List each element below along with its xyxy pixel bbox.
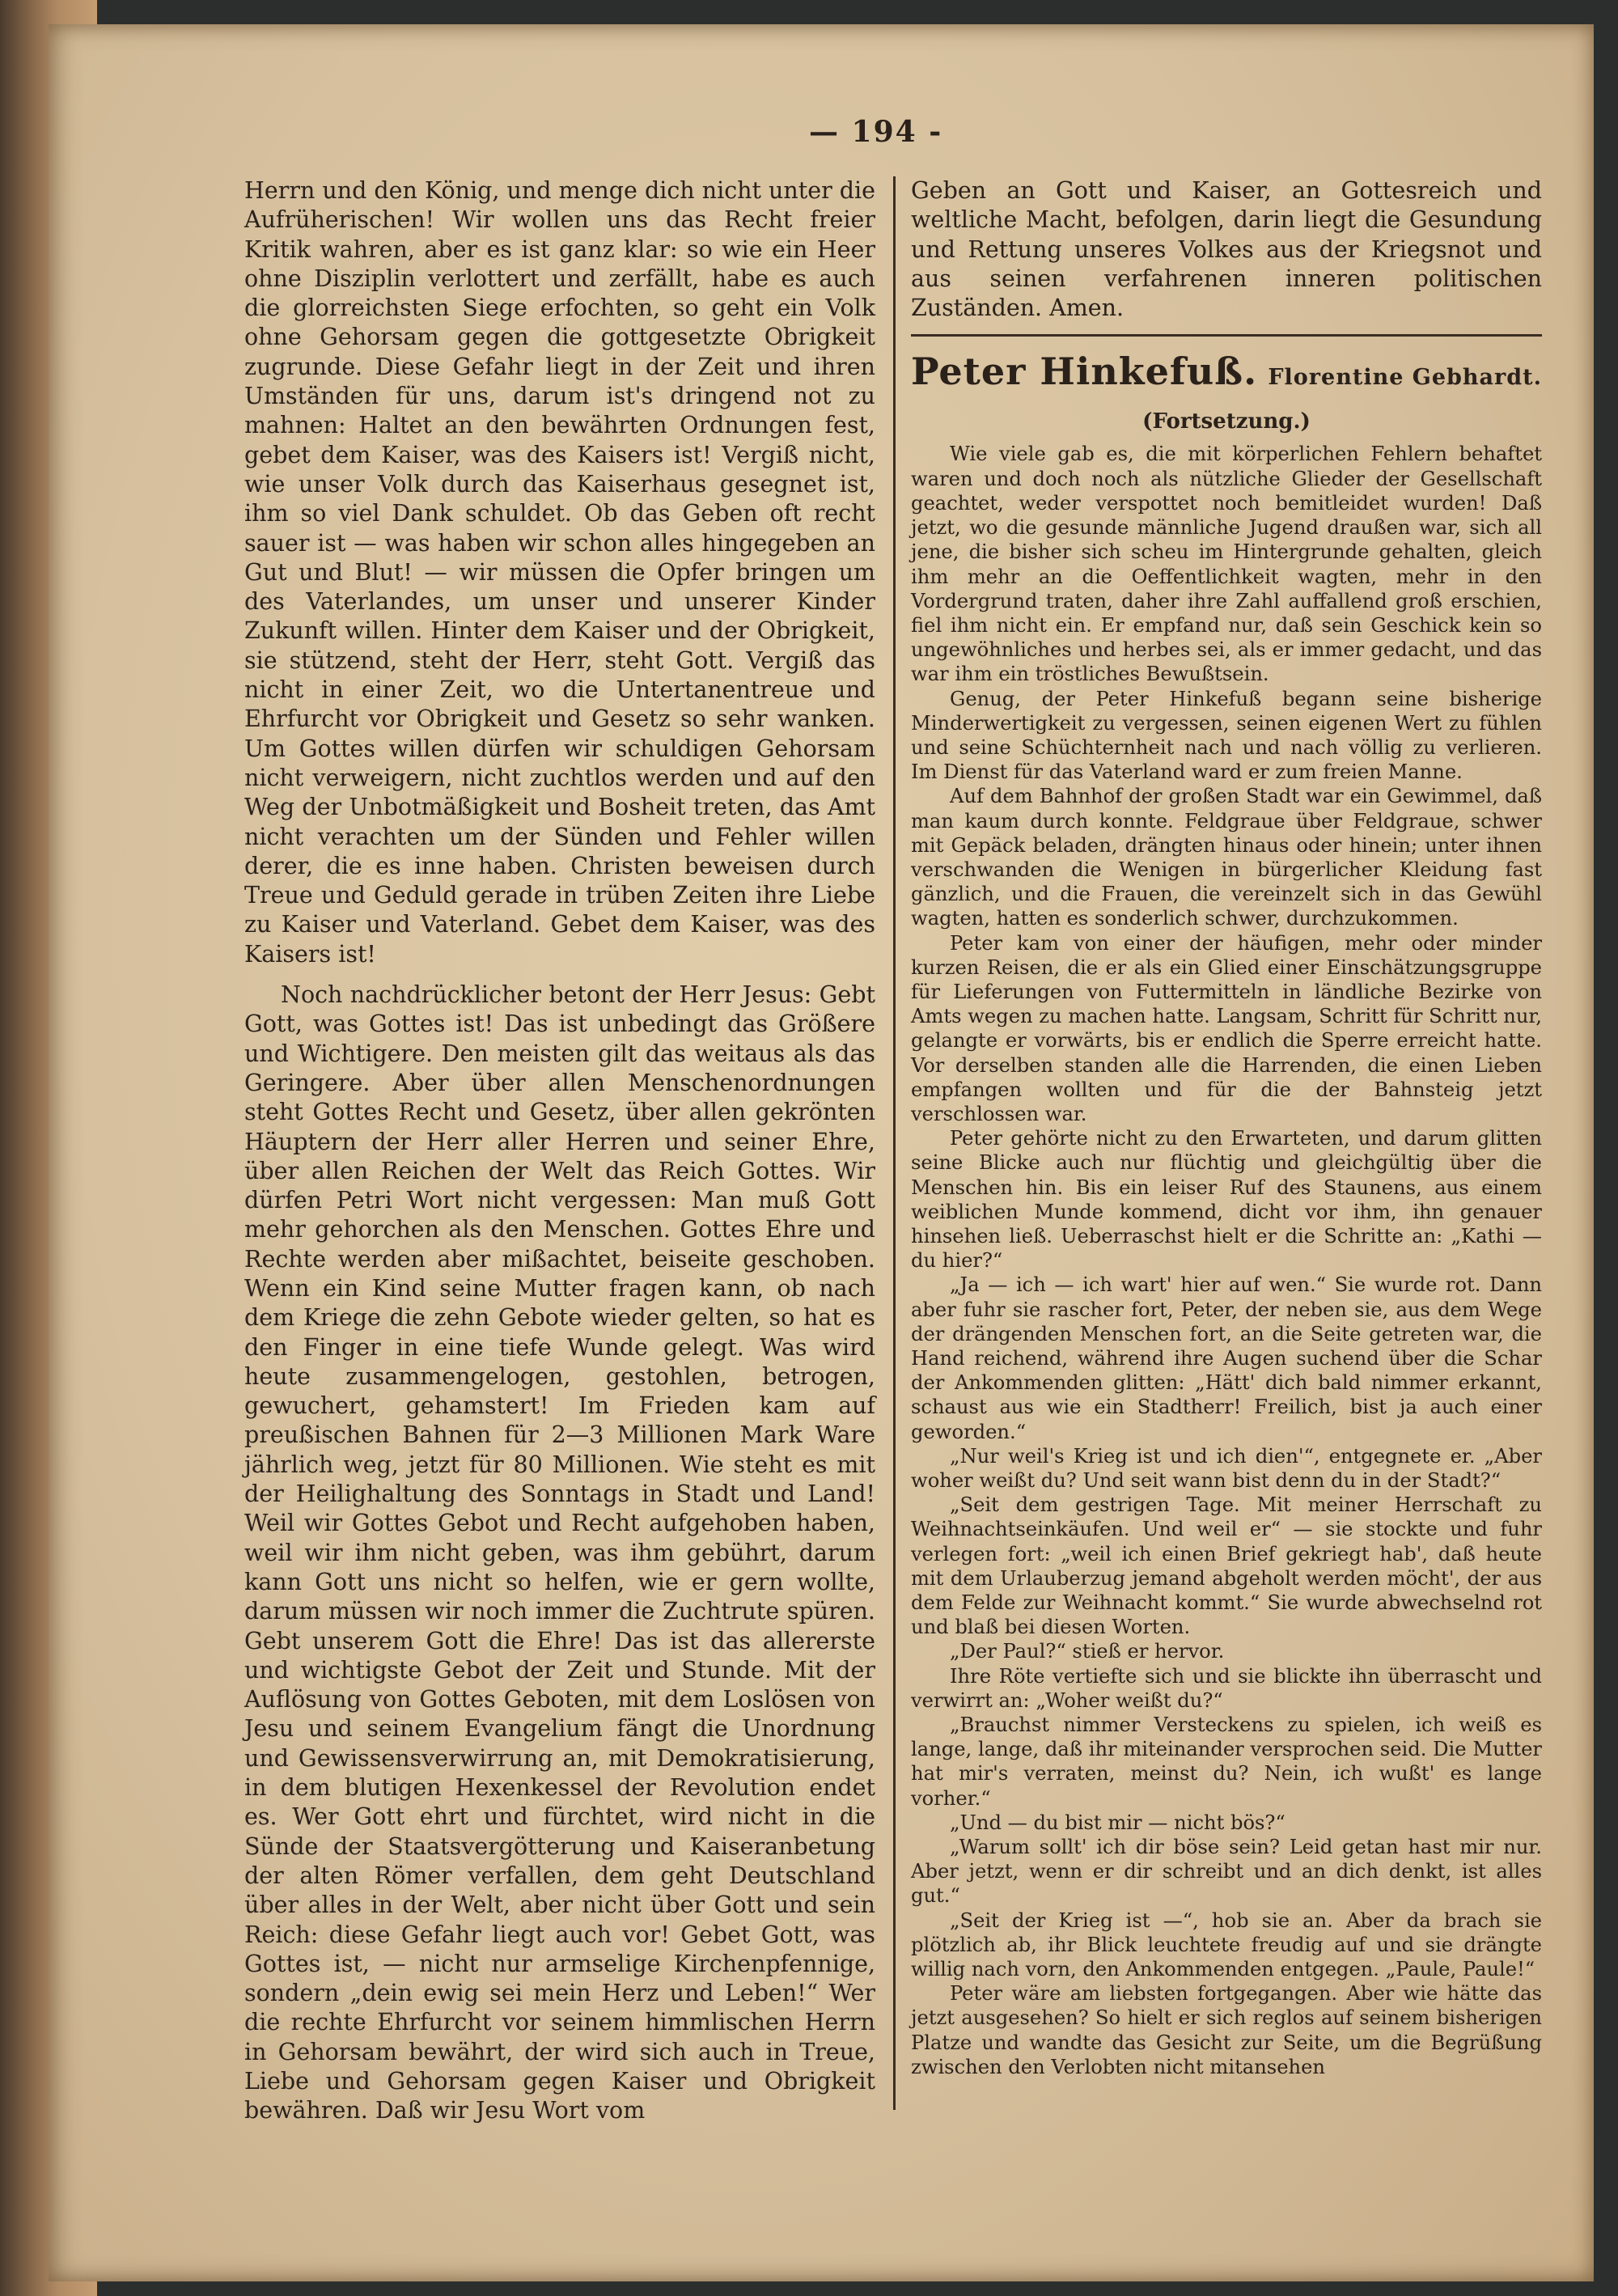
story-paragraph: Peter kam von einer der häufigen, mehr oder minder kurzen Reisen, die er als ein Glied einer Einschätzungsgruppe für Lieferungen von Futtermitteln in ländliche Bezirke von Amts wegen zu machen hatte. Langsam, Schritt für Schritt nur, gelangte er vorwärts, bis er endlich die Sperre erreicht hatte. Vor derselben standen alle die Harrenden, die einen Lieben empfangen wollten und für die der Bahnsteig jetzt verschlossen war. [911,931,1542,1125]
story-paragraph: Ihre Röte vertiefte sich und sie blickte ihn überrascht und verwirrt an: „Woher weißt du?“ [911,1664,1542,1712]
right-column [911,176,1542,2079]
section-divider [911,334,1542,337]
story-paragraph: Peter wäre am liebsten fortgegangen. Aber wie hätte das jetzt ausgesehen? So hielt er sich reglos auf seinem bisherigen Platze und wandte das Gesicht zur Seite, um die Begrüßung zwischen den Verlobten nicht mitansehen [911,1982,1542,2078]
story-subtitle: (Fortsetzung.) [1142,409,1311,434]
sermon-closing: Geben an Gott und Kaiser, an Gottesreich und weltliche Macht, befolgen, darin liegt die Gesundung und Rettung unseres Volkes aus der Kriegsnot und aus seinen verfahrenen inneren politischen Zuständen. Amen. [911,177,1542,322]
story-paragraph: „Warum sollt' ich dir böse sein? Leid getan hast mir nur. Aber jetzt, wenn er dir schreibt und an dich denkt, ist alles gut.“ [911,1836,1542,1908]
story-paragraph: Wie viele gab es, die mit körperlichen Fehlern behaftet waren und doch noch als nützliche Glieder der Gesellschaft geachtet, weder verspottet noch bemitleidet wurden! Daß jetzt, wo die gesunde männliche Jugend draußen war, sich all jene, die bisher sich scheu im Hintergrunde gehalten, gleich ihm mehr an die Oeffentlichkeit wagten, mehr in den Vordergrund traten, daher ihre Zahl auffallend groß erschien, fiel ihm nicht ein. Er empfand nur, daß sein Geschick kein so ungewöhnliches und herbes sei, als er immer gedacht, und das war ihm ein tröstliches Bewußtsein. [911,443,1542,686]
story-paragraph: „Seit dem gestrigen Tage. Mit meiner Herrschaft zu Weihnachtseinkäufen. Und weil er“ — sie stockte und fuhr verlegen fort: „weil ich einen Brief gekriegt hab', daß heute mit dem Urlauberzug jemand abgeholt werden möcht', der aus dem Felde zur Weihnacht kommt.“ Sie wurde abwechselnd rot und blaß bei diesen Worten. [911,1493,1542,1639]
story-paragraph: „Brauchst nimmer Versteckens zu spielen, ich weiß es lange, lange, daß ihr miteinander versprochen seid. Die Mutter hat mir's verraten, meinst du? Nein, ich wußt' es lange vorher.“ [911,1714,1542,1810]
story-author: Florentine Gebhardt. [1268,365,1542,391]
story-paragraph: „Und — du bist mir — nicht bös?“ [950,1811,1286,1834]
page-number: — 194 - [809,115,943,149]
column-divider [893,176,896,2110]
story-header [911,349,1542,395]
story-paragraph: Auf dem Bahnhof der großen Stadt war ein Gewimmel, daß man kaum durch konnte. Feldgraue über Feldgraue, schwer mit Gepäck beladen, drängten hinaus oder hinein; unter ihnen verschwanden die Wenigen in bürgerlicher Kleidung fast gänzlich, und die Frauen, die vereinzelt sich in das Gewühl wagten, hatten es sonderlich schwer, durchzukommen. [911,785,1542,930]
story-paragraph: „Seit der Krieg ist —“, hob sie an. Aber da brach sie plötzlich ab, ihr Blick leuchtete freudig auf und sie drängte willig nach vorn, den Ankommenden entgegen. „Paule, Paule!“ [911,1908,1542,1981]
story-paragraph: „Ja — ich — ich wart' hier auf wen.“ Sie wurde rot. Dann aber fuhr sie rascher fort, Peter, der neben sie, aus dem Wege der drängenden Menschen fort, an die Seite getreten war, die Hand reichend, während ihre Augen suchend über die Schar der Ankommenden glitten: „Hätt' dich bald nimmer erkannt, schaust aus wie ein Stadtherr! Freilich, bist ja auch einer geworden.“ [911,1273,1542,1443]
story-paragraph: Genug, der Peter Hinkefuß begann seine bisherige Minderwertigkeit zu vergessen, seinen eigenen Wert zu fühlen und seine Schüchternheit nach und nach völlig zu verlieren. Im Dienst für das Vaterland ward er zum freien Manne. [911,687,1542,784]
left-column [244,176,875,2126]
story-body [911,442,1542,2079]
story-title: Peter Hinkefuß. [911,349,1258,394]
story-paragraph: Peter gehörte nicht zu den Erwarteten, und darum glitten seine Blicke auch nur flüchtig und gleichgültig über die Menschen hin. Bis ein leiser Ruf des Staunens, aus einem weiblichen Munde kommend, dicht vor ihm, ihn genauer hinsehen ließ. Ueberraschst hielt er die Schritte an: „Kathi — du hier?“ [911,1127,1542,1273]
left-paragraph-1: Herrn und den König, und menge dich nicht unter die Aufrüherischen! Wir wollen uns das Recht freier Kritik wahren, aber es ist ganz klar: so wie ein Heer ohne Disziplin verlottert und zerfällt, habe es auch die glorreichsten Siege erfochten, so geht ein Volk ohne Gehorsam gegen die gottgesetzte Obrigkeit zugrunde. Diese Gefahr liegt in der Zeit und ihren Umständen für uns, darum ist's dringend not zu mahnen: Haltet an den bewährten Ordnungen fest, gebet dem Kaiser, was des Kaisers ist! Vergiß nicht, wie unser Volk durch das Kaiserhaus gesegnet ist, ihm so viel Dank schuldet. Ob das Geben oft recht sauer ist — was haben wir schon alles hingegeben an Gut und Blut! — wir müssen die Opfer bringen um des Vaterlandes, um unser und unserer Kinder Zukunft willen. Hinter dem Kaiser und der Obrigkeit, sie stützend, steht der Herr, steht Gott. Vergiß das nicht in einer Zeit, wo die Untertanentreue und Ehrfurcht vor Obrigkeit und Gesetz so sehr wanken. Um Gottes willen dürfen wir schuldigen Gehorsam nicht verweigern, nicht zuchtlos werden und auf den Weg der Unbotmäßigkeit und Bosheit treten, das Amt nicht verachten um der Sünden und Fehler willen derer, die es inne haben. Christen beweisen durch Treue und Geduld gerade in trüben Zeiten ihre Liebe zu Kaiser und Vaterland. Gebet dem Kaiser, was des Kaisers ist! [244,177,875,968]
story-paragraph: „Der Paul?“ stieß er hervor. [950,1640,1225,1663]
left-paragraph-2: Noch nachdrücklicher betont der Herr Jesus: Gebt Gott, was Gottes ist! Das ist unbedingt das Größere und Wichtigere. Den meisten gilt das weitaus als das Geringere. Aber über allen Menschenordnungen steht Gottes Recht und Gesetz, über allen gekrönten Häuptern der Herr aller Herren und seiner Ehre, über allen Reichen der Welt das Reich Gottes. Wir dürfen Petri Wort nicht vergessen: Man muß Gott mehr gehorchen als den Menschen. Gottes Ehre und Rechte werden aber mißachtet, beiseite geschoben. Wenn ein Kind seine Mutter fragen kann, ob nach dem Kriege die zehn Gebote wieder gelten, so hat es den Finger in eine tiefe Wunde gelegt. Was wird heute zusammengelogen, gestohlen, betrogen, gewuchert, gehamstert! Im Frieden kam auf preußischen Bahnen für 2—3 Millionen Mark Ware jährlich weg, jetzt für 80 Millionen. Wie steht es mit der Heilighaltung des Sonntags in Stadt und Land! Weil wir Gottes Gebot und Recht aufgehoben haben, weil wir ihm nicht geben, was ihm gebührt, darum kann Gott uns nicht so helfen, wie er gern wollte, darum müssen wir noch immer die Zuchtrute spüren. Gebt unserem Gott die Ehre! Das ist das allererste und wichtigste Gebot der Zeit und Stunde. Mit der Auflösung von Gottes Geboten, mit dem Loslösen von Jesu und seinem Evangelium fängt die Unordnung und Gewissensverwirrung an, mit Demokratisierung, in dem blutigen Hexenkessel der Revolution endet es. Wer Gott ehrt und fürchtet, wird nicht in die Sünde der Staatsvergötterung und Kaiseranbetung der alten Römer verfallen, dem geht Deutschland über alles in der Welt, aber nicht über Gott und sein Reich: diese Gefahr liegt auch vor! Gebet Gott, was Gottes ist, — nicht nur armselige Kirchenpfennige, sondern „dein ewig sei mein Herz und Leben!“ Wer die rechte Ehrfurcht vor seinem himmlischen Herrn in Gehorsam bewährt, der wird sich auch in Treue, Liebe und Gehorsam gegen Kaiser und Obrigkeit bewähren. Daß wir Jesu Wort vom [244,981,875,2124]
story-paragraph: „Nur weil's Krieg ist und ich dien'“, entgegnete er. „Aber woher weißt du? Und seit wann bist denn du in der Stadt?“ [911,1444,1542,1493]
